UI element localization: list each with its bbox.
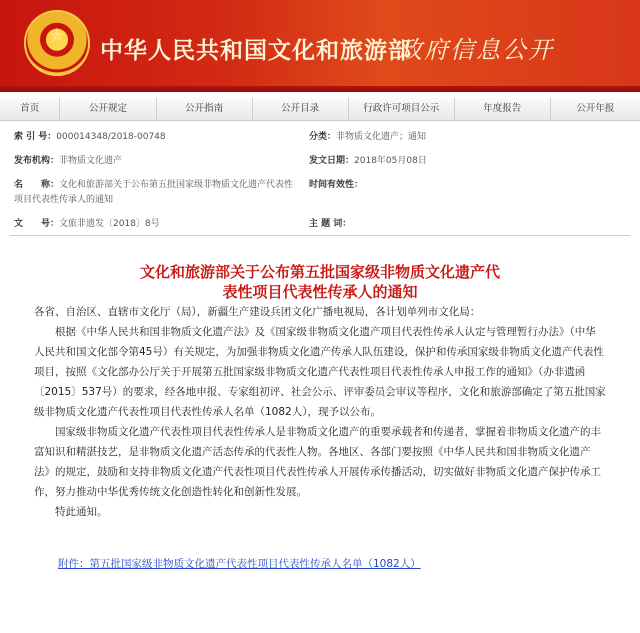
article-closing: 特此通知。: [55, 506, 108, 518]
article-paragraph-1: 根据《中华人民共和国非物质文化遗产法》及《国家级非物质文化遗产项目代表性传承人认定与管理暂行办法》（中华人民共和国文化部令第45号）有关规定，为加强非物质文化遗产传承人队伍建设，保护和传承国家级非物质文化遗产代表性项目，按照《文化部办公厅关于开展第五批国家级非物质文化遗产代表性项目代表性传承人申报工作的通知》（办非遗函〔2015〕537号）的要求，经各地申报、专家组初评、社会公示、评审委员会审议等程序，文化和旅游部确定了第五批国家级非物质文化遗产代表性项目代表性传承人名单（1082人），现予以公布。: [34, 326, 606, 418]
star-icon: ★: [48, 23, 66, 47]
meta-category-label: 分类：: [309, 132, 337, 142]
meta-index: [10, 124, 305, 148]
nav-item-annual-report[interactable]: 年度报告: [455, 98, 551, 120]
meta-issuer-value: 非物质文化遗产: [59, 156, 123, 166]
document-meta: [10, 124, 630, 236]
article-paragraph-2: 国家级非物质文化遗产代表性项目代表性传承人是非物质文化遗产的重要承载者和传递者，掌握着非物质文化遗产的丰富知识和精湛技艺，是非物质文化遗产活态传承的代表性人物。各地区、各部门要按照《中华人民共和国非物质文化遗产法》的规定，鼓励和支持非物质文化遗产代表性项目代表性传承人开展传承传播活动，切实做好非物质文化遗产保护传承工作，努力推动中华优秀传统文化创造性转化和创新性发展。: [34, 426, 601, 498]
meta-category-value: 非物质文化遗产；通知: [336, 132, 427, 142]
nav-item-license[interactable]: 行政许可项目公示: [349, 98, 455, 120]
article-title: 文化和旅游部关于公布第五批国家级非物质文化遗产代表性项目代表性传承人的通知: [140, 263, 501, 301]
header-banner: [0, 0, 640, 92]
meta-docno-label: 文 号：: [14, 219, 60, 229]
meta-effective: [305, 172, 630, 211]
ministry-name: 中华人民共和国文化和旅游部: [100, 37, 412, 64]
meta-docno: [10, 211, 305, 235]
meta-category: [305, 124, 630, 148]
meta-name-value: 文化和旅游部关于公布第五批国家级非物质文化遗产代表性项目代表性传承人的通知: [14, 180, 294, 205]
meta-keywords: [305, 211, 630, 235]
meta-index-value: 000014348/2018-00748: [56, 132, 166, 142]
nav-item-catalog[interactable]: 公开目录: [253, 98, 349, 120]
article-body: [34, 302, 606, 522]
nav-item-home[interactable]: 首页: [0, 98, 60, 120]
meta-name: [10, 172, 305, 211]
meta-issuer: [10, 148, 305, 172]
nav-item-annual-public[interactable]: 公开年报: [576, 103, 615, 114]
meta-keywords-label: 主 题 词：: [309, 219, 352, 229]
meta-docno-value: 文旅非遗发〔2018〕8号: [59, 219, 160, 229]
nav-item-guide[interactable]: 公开指南: [157, 98, 253, 120]
meta-name-label: 名 称：: [14, 180, 60, 190]
meta-date-value: 2018年05月08日: [354, 156, 427, 166]
national-emblem-icon: [24, 10, 90, 76]
nav-item-rules[interactable]: 公开规定: [60, 98, 156, 120]
meta-effective-label: 时间有效性：: [309, 180, 364, 190]
meta-index-label: 索 引 号：: [14, 132, 57, 142]
attachment-link[interactable]: 附件：第五批国家级非物质文化遗产代表性项目代表性传承人名单（1082人）: [58, 558, 421, 570]
main-nav: [0, 98, 640, 121]
meta-date-label: 发文日期：: [309, 156, 355, 166]
meta-issuer-label: 发布机构：: [14, 156, 60, 166]
meta-date: [305, 148, 630, 172]
article-salutation: 各省、自治区、直辖市文化厅（局），新疆生产建设兵团文化广播电视局，各计划单列市文化局：: [34, 306, 481, 318]
section-title: 政府信息公开: [398, 36, 554, 64]
